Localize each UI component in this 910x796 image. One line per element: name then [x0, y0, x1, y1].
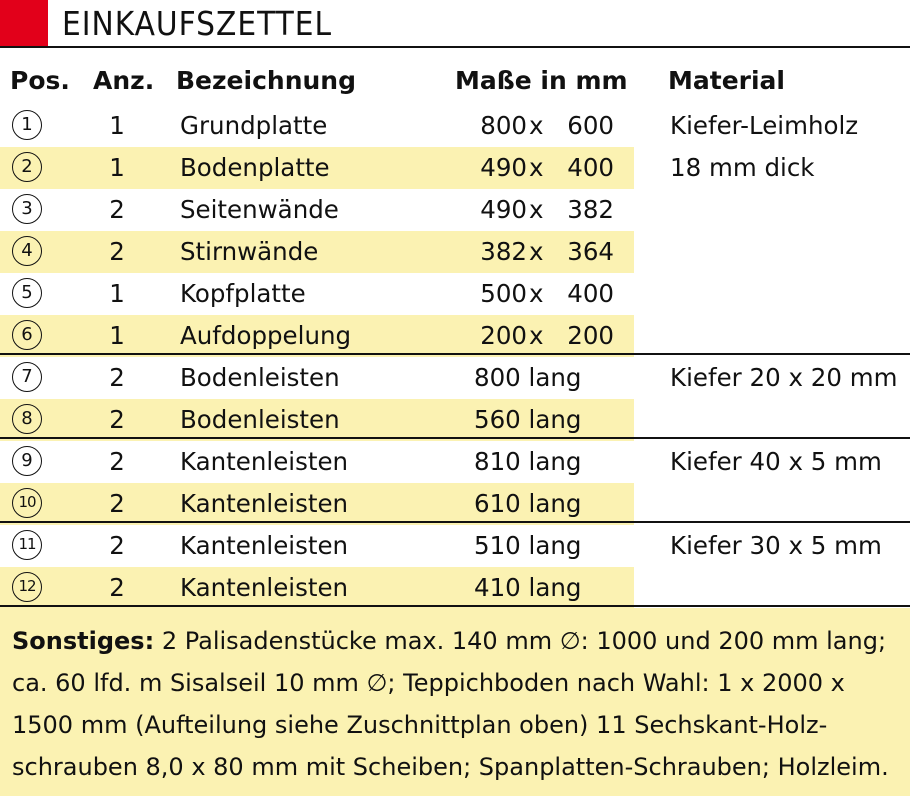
red-marker [0, 0, 48, 46]
dim-a: 490 [480, 195, 527, 224]
part-name: Kantenleisten [180, 489, 349, 518]
quantity: 2 [109, 363, 125, 392]
table-row [0, 399, 910, 441]
position-number: 5 [12, 278, 42, 308]
table-row [0, 483, 910, 525]
position-number: 3 [12, 194, 42, 224]
divider [0, 605, 910, 607]
length: 810 lang [474, 447, 582, 476]
position-number: 6 [12, 320, 42, 350]
dim-b: 400 [567, 153, 614, 182]
part-name: Stirnwände [180, 237, 319, 266]
part-name: Grundplatte [180, 111, 328, 140]
length: 560 lang [474, 405, 582, 434]
dim-b: 200 [567, 321, 614, 350]
part-name: Bodenleisten [180, 405, 340, 434]
quantity: 2 [109, 489, 125, 518]
position-number: 8 [12, 404, 42, 434]
dim-a: 490 [480, 153, 527, 182]
table-row [0, 231, 910, 273]
dim-x: x [529, 321, 544, 350]
position-number: 7 [12, 362, 42, 392]
quantity: 2 [109, 195, 125, 224]
part-name: Kantenleisten [180, 447, 349, 476]
dim-x: x [529, 195, 544, 224]
sonstiges-label: Sonstiges: [12, 627, 155, 655]
quantity: 1 [109, 111, 125, 140]
material-1-line1: Kiefer-Leimholz [670, 111, 859, 140]
table-row [0, 189, 910, 231]
material-2: Kiefer 20 x 20 mm [670, 363, 898, 392]
quantity: 2 [109, 447, 125, 476]
part-name: Kantenleisten [180, 573, 349, 602]
part-name: Bodenleisten [180, 363, 340, 392]
position-number: 1 [12, 110, 42, 140]
part-name: Kopfplatte [180, 279, 306, 308]
dim-x: x [529, 279, 544, 308]
sonstiges-section [0, 608, 910, 796]
header-pos: Pos. [10, 66, 70, 95]
part-name: Bodenplatte [180, 153, 330, 182]
sonstiges-line-3: 1500 mm (Aufteilung siehe Zuschnittplan oben) 11 Sechskant-Holz- [12, 711, 828, 739]
dim-a: 382 [480, 237, 527, 266]
quantity: 2 [109, 237, 125, 266]
length: 410 lang [474, 573, 582, 602]
material-3: Kiefer 40 x 5 mm [670, 447, 882, 476]
header-bezeichnung: Bezeichnung [176, 66, 356, 95]
dim-a: 800 [480, 111, 527, 140]
quantity: 2 [109, 573, 125, 602]
dim-a: 200 [480, 321, 527, 350]
position-number: 4 [12, 236, 42, 266]
divider [0, 353, 910, 355]
divider [0, 521, 910, 523]
title-bar [0, 0, 910, 48]
header-masse: Maße in mm [455, 66, 628, 95]
sonstiges-line-4: schrauben 8,0 x 80 mm mit Scheiben; Spanplatten-Schrauben; Holzleim. [12, 753, 889, 781]
quantity: 1 [109, 153, 125, 182]
quantity: 1 [109, 279, 125, 308]
sonstiges-line-2: ca. 60 lfd. m Sisalseil 10 mm ∅; Teppichboden nach Wahl: 1 x 2000 x [12, 669, 845, 697]
length: 610 lang [474, 489, 582, 518]
length: 800 lang [474, 363, 582, 392]
quantity: 1 [109, 321, 125, 350]
position-number: 11 [12, 530, 42, 560]
page-title: EINKAUFSZETTEL [62, 4, 333, 43]
sonstiges-text-1: 2 Palisadenstücke max. 140 mm ∅: 1000 und 200 mm lang; [154, 627, 887, 655]
dim-b: 382 [567, 195, 614, 224]
quantity: 2 [109, 405, 125, 434]
quantity: 2 [109, 531, 125, 560]
position-number: 12 [12, 572, 42, 602]
header-anz: Anz. [93, 66, 155, 95]
part-name: Seitenwände [180, 195, 339, 224]
position-number: 9 [12, 446, 42, 476]
material-4: Kiefer 30 x 5 mm [670, 531, 882, 560]
part-name: Aufdoppelung [180, 321, 352, 350]
position-number: 2 [12, 152, 42, 182]
dim-b: 400 [567, 279, 614, 308]
header-material: Material [668, 66, 785, 95]
table-row [0, 315, 910, 357]
table-row [0, 273, 910, 315]
position-number: 10 [12, 488, 42, 518]
sonstiges-line-1 [12, 620, 902, 662]
dim-b: 364 [567, 237, 614, 266]
dim-x: x [529, 111, 544, 140]
part-name: Kantenleisten [180, 531, 349, 560]
dim-a: 500 [480, 279, 527, 308]
length: 510 lang [474, 531, 582, 560]
divider [0, 437, 910, 439]
dim-b: 600 [567, 111, 614, 140]
material-1-line2: 18 mm dick [670, 153, 815, 182]
dim-x: x [529, 237, 544, 266]
dim-x: x [529, 153, 544, 182]
table-row [0, 567, 910, 609]
